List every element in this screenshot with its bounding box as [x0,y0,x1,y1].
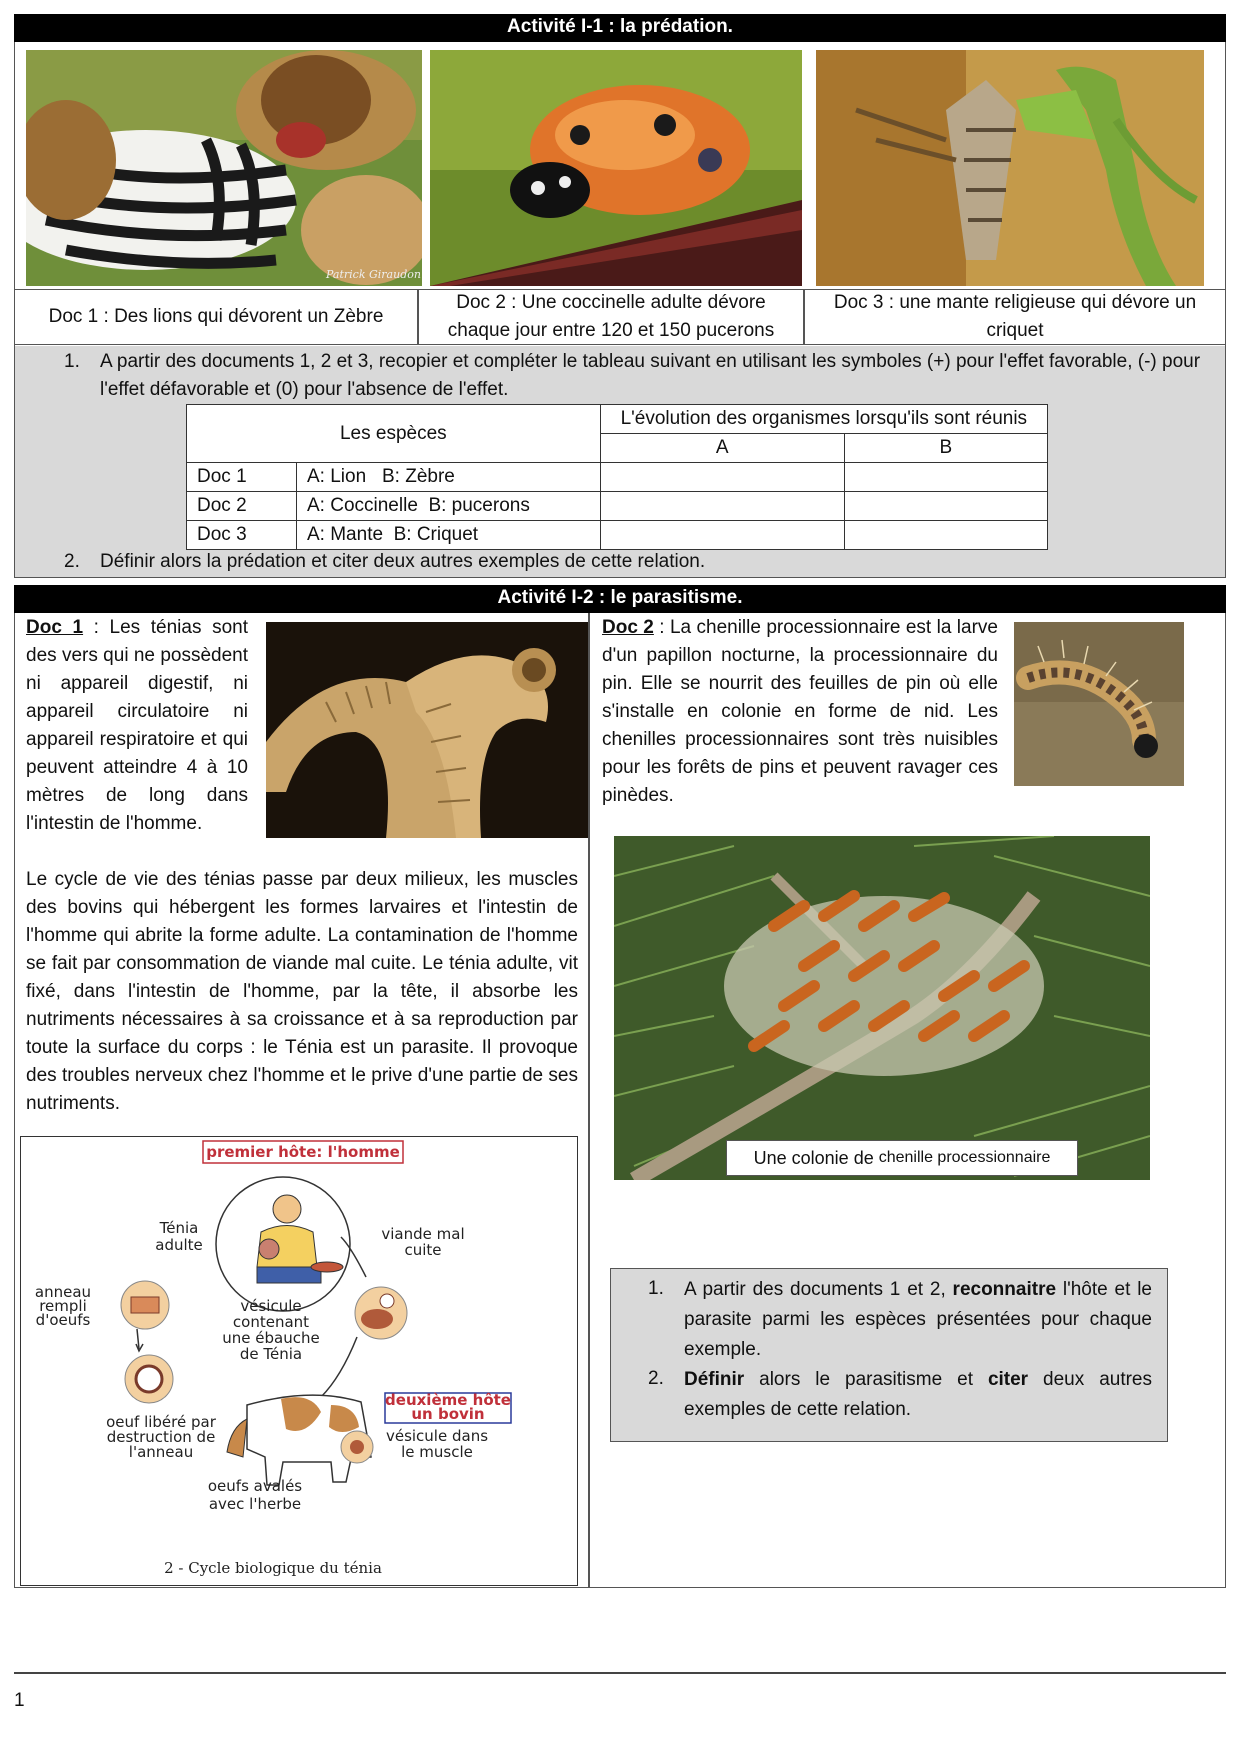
muscle-label-1: vésicule dans [385,1427,489,1445]
tenia-adulte-label-2: adulte [155,1236,203,1254]
colony-caption-a: Une colonie de [753,1148,879,1168]
table-row [187,492,1048,521]
table-row [187,521,1048,550]
caption-doc3: Doc 3 : une mante religieuse qui dévore un criquet [804,289,1226,345]
cell-b[interactable] [844,463,1047,492]
column-divider [588,613,590,1588]
row-species: A: Mante B: Criquet [297,521,601,550]
avales-label-1: oeufs avalés [207,1477,303,1495]
question-2-number: 2. [64,551,80,572]
question-1-number: 1. [64,351,80,372]
cycle-figure [21,1137,576,1584]
vesicule-label-3: une ébauche [222,1329,320,1347]
cell-b[interactable] [844,521,1047,550]
colony-caption-b: chenille processionnaire [878,1149,1051,1166]
muscle-label-2: le muscle [401,1443,473,1461]
tenia-adulte-label-1: Ténia [159,1219,199,1237]
row-species: A: Lion B: Zèbre [297,463,601,492]
host1-label: premier hôte: l'homme [206,1143,400,1161]
photo-ladybird [430,50,802,286]
colony-image [614,836,1150,1180]
a2-q2-post: deux autres exemples de cette relation. [684,1369,1152,1420]
anneau-label-1: anneau [34,1283,92,1301]
avales-label-2: avec l'herbe [208,1495,302,1513]
doc1-label: Doc 1 [26,617,84,638]
a2-q1-bold: reconnaitre [952,1279,1057,1300]
question-1-text: A partir des documents 1, 2 et 3, recopier et compléter le tableau suivant en utilisant les symboles (+) pour l'effet favorable, (-) pour l'effet défavorable et (0) pour l'absence de l'effet. [100,351,1201,400]
row-species: A: Coccinelle B: pucerons [297,492,601,521]
oeuf-label-1: oeuf libéré par [106,1413,216,1431]
oeuf-label-3: l'anneau [128,1443,194,1461]
vesicule-label-2: contenant [232,1313,310,1331]
evolution-table [186,404,1048,550]
cell-a[interactable] [600,492,844,521]
row-doc: Doc 1 [187,463,297,492]
photo-mantis [816,50,1204,286]
viande-label-1: viande mal [381,1225,465,1243]
vesicule-label-1: vésicule [240,1297,302,1315]
vesicule-label-4: de Ténia [239,1345,303,1363]
question-2-text: Définir alors la prédation et citer deux autres exemples de cette relation. [100,551,706,572]
host2-label-2: un bovin [411,1405,485,1423]
anneau-label-2: rempli [39,1297,87,1315]
photo-tapeworm [266,622,588,838]
activity-1-title: Activité I-1 : la prédation. [14,14,1226,42]
doc2-label: Doc 2 [602,617,654,638]
species-header: Les espèces [187,405,601,463]
caterpillar-image [1014,622,1184,786]
doc2-text-block [602,614,998,810]
man-eating-figure [257,1195,343,1283]
ladybird-image [430,50,802,286]
doc2-text: : La chenille processionnaire est la larve d'un papillon nocturne, la processionnaire du pin. Elle se nourrit des feuilles de pin où elle s'installe en colonie en forme de nid. Les chenilles processionnaires sont très nuisibles pour les forêts de pins et peuvent ravager ces pinèdes. [602,617,998,806]
viande-label-2: cuite [404,1241,442,1259]
photo-lions-zebra [26,50,422,286]
anneau-label-3: d'oeufs [35,1311,91,1329]
photo-caterpillar-colony [614,836,1150,1180]
cell-a[interactable] [600,521,844,550]
tenia-cycle-diagram [20,1136,578,1586]
cow-figure [227,1395,373,1485]
a2-q1-post: l'hôte et le parasite parmi les espèces présentées pour chaque exemple. [684,1279,1152,1360]
colony-caption [726,1140,1078,1176]
caption-doc1: Doc 1 : Des lions qui dévorent un Zèbre [14,289,418,345]
column-b-header: B [844,434,1047,463]
row-doc: Doc 2 [187,492,297,521]
a2-question-2-number: 2. [648,1368,664,1389]
activity-2-title: Activité I-2 : le parasitisme. [14,585,1226,613]
row-doc: Doc 3 [187,521,297,550]
a2-q2-bold2: citer [987,1369,1029,1390]
cell-b[interactable] [844,492,1047,521]
caption-doc2: Doc 2 : Une coccinelle adulte dévore chaque jour entre 120 et 150 pucerons [418,289,804,345]
doc1-text: Le cycle de vie des ténias passe par deux milieux, les muscles des bovins qui hébergent les formes larvaires et l'intestin de l'homme qui abrite la forme adulte. La contamination de l'homme se fait par consommation de viande mal cuite. Le ténia adulte, vit fixé, dans l'intestin de l'homme, par la tête, il absorbe les nutriments nécessaires à sa croissance et à sa reproduction par toute la surface du corps : le Ténia est un parasite. Il provoque des troubles nerveux chez l'homme et le prive d'une partie de ses nutriments. [26,869,578,1114]
host2-label-1: deuxième hôte [385,1391,511,1409]
a2-q1-pre: A partir des documents 1 et 2, [684,1279,953,1300]
photo-watermark: Patrick Giraudon [326,268,421,281]
evolution-header: L'évolution des organismes lorsqu'ils sont réunis [600,405,1047,434]
oeuf-label-2: destruction de [106,1428,216,1446]
a2-q2-mid: alors le parasitisme et [744,1369,988,1390]
table-row [187,463,1048,492]
a2-question-1-number: 1. [648,1278,664,1299]
lions-zebra-image [26,50,422,286]
page-number: 1 [14,1690,25,1711]
footer-rule [14,1672,1226,1674]
doc1-intro-text: : Les ténias sont des vers qui ne possèdent ni appareil digestif, ni appareil circulatoire ni appareil respiratoire et qui peuvent atteindre 4 à 10 mètres de long dans l'intestin de l'homme. [26,617,248,834]
photo-caterpillar [1014,622,1184,786]
a2-question-2 [684,1365,1152,1425]
cell-a[interactable] [600,463,844,492]
mantis-image [816,50,1204,286]
a2-question-1 [684,1275,1152,1365]
tapeworm-image [266,622,588,838]
doc1-intro [26,614,248,838]
column-a-header: A [600,434,844,463]
cycle-figure-caption: 2 - Cycle biologique du ténia [164,1559,382,1577]
a2-q2-bold1: Définir [684,1369,745,1390]
